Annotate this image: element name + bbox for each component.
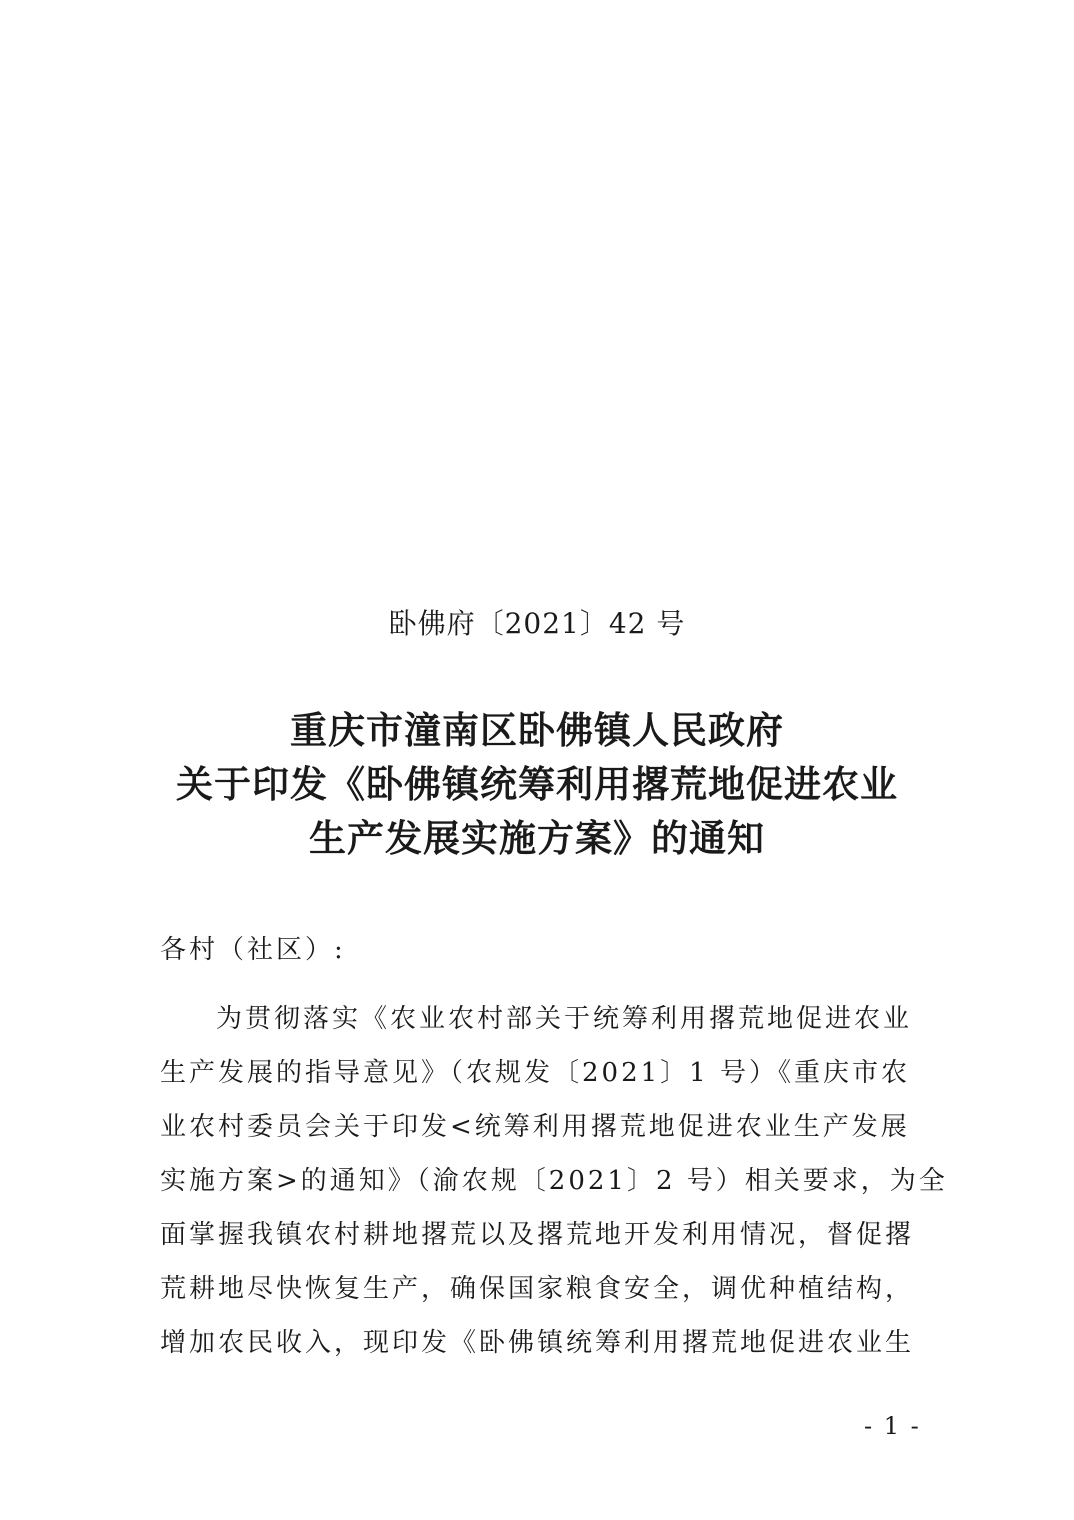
body-paragraph <box>160 992 948 1370</box>
document-number: 卧佛府〔2021〕42 号 <box>388 607 686 640</box>
page-number: - 1 - <box>864 1412 921 1440</box>
body-line: 业农村委员会关于印发<统筹利用撂荒地促进农业生产发展 <box>160 1112 910 1142</box>
body-line: 实施方案>的通知》（渝农规〔2021〕2 号）相关要求，为全 <box>160 1166 948 1196</box>
title-line: 重庆市潼南区卧佛镇人民政府 <box>290 709 784 752</box>
addressee: 各村（社区）: <box>160 935 346 965</box>
body-line: 面掌握我镇农村耕地撂荒以及撂荒地开发利用情况，督促撂 <box>160 1220 915 1250</box>
document-title <box>120 704 954 866</box>
body-line: 荒耕地尽快恢复生产，确保国家粮食安全，调优种植结构， <box>160 1274 915 1304</box>
body-line: 生产发展的指导意见》（农规发〔2021〕1 号）《重庆市农 <box>160 1058 910 1088</box>
title-line: 生产发展实施方案》的通知 <box>309 817 765 860</box>
title-line: 关于印发《卧佛镇统筹利用撂荒地促进农业 <box>176 763 898 806</box>
body-line: 为贯彻落实《农业农村部关于统筹利用撂荒地促进农业 <box>216 1004 913 1034</box>
body-line: 增加农民收入，现印发《卧佛镇统筹利用撂荒地促进农业生 <box>160 1328 915 1358</box>
